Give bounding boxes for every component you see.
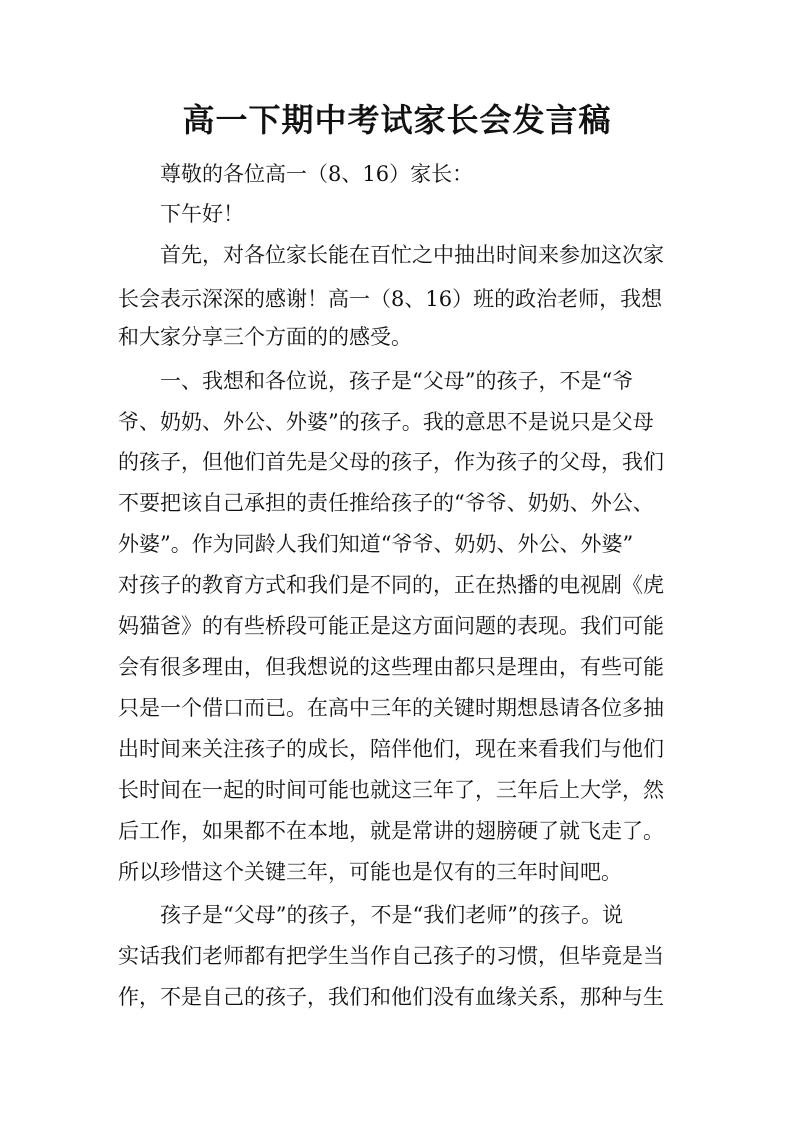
paragraph-line: 所以珍惜这个关键三年，可能也是仅有的三年时间吧。: [118, 860, 622, 884]
paragraph-line: 后工作，如果都不在本地，就是常讲的翅膀硬了就飞走了。: [118, 819, 664, 843]
paragraph-line: 孩子是“父母”的孩子，不是“我们老师”的孩子。说: [160, 903, 623, 927]
paragraph-line: 妈猫爸》的有些桥段可能正是这方面问题的表现。我们可能: [118, 614, 664, 638]
paragraph-line: 对孩子的教育方式和我们是不同的，正在热播的电视剧《虎: [118, 573, 664, 597]
paragraph-line: 实话我们老师都有把学生当作自己孩子的习惯，但毕竟是当: [118, 944, 664, 968]
paragraph-line: 会有很多理由，但我想说的这些理由都只是理由，有些可能: [118, 655, 664, 679]
paragraph-line: 外婆”。作为同龄人我们知道“爷爷、奶奶、外公、外婆”: [118, 532, 634, 556]
paragraph-line: 的孩子，但他们首先是父母的孩子，作为孩子的父母，我们: [118, 450, 664, 474]
paragraph-line: 一、我想和各位说，孩子是“父母”的孩子，不是“爷: [160, 369, 634, 393]
paragraph-line: 不要把该自己承担的责任推给孩子的“爷爷、奶奶、外公、: [118, 491, 654, 515]
salutation-line: 尊敬的各位高一（8、16）家长：: [160, 162, 474, 186]
paragraph-line: 作，不是自己的孩子，我们和他们没有血缘关系，那种与生: [118, 985, 664, 1009]
greeting-line: 下午好！: [160, 202, 244, 226]
paragraph-line: 长会表示深深的感谢！高一（8、16）班的政治老师，我想: [118, 287, 663, 311]
paragraph-line: 爷、奶奶、外公、外婆”的孩子。我的意思不是说只是父母: [118, 410, 654, 434]
document-title: 高一下期中考试家长会发言稿: [182, 101, 612, 139]
paragraph-line: 只是一个借口而已。在高中三年的关键时期想恳请各位多抽: [118, 696, 664, 720]
paragraph-line: 出时间来关注孩子的成长，陪伴他们，现在来看我们与他们: [118, 737, 664, 761]
paragraph-line: 和大家分享三个方面的的感受。: [118, 325, 412, 349]
paragraph-line: 长时间在一起的时间可能也就这三年了，三年后上大学，然: [118, 778, 664, 802]
paragraph-line: 首先，对各位家长能在百忙之中抽出时间来参加这次家: [160, 243, 664, 267]
